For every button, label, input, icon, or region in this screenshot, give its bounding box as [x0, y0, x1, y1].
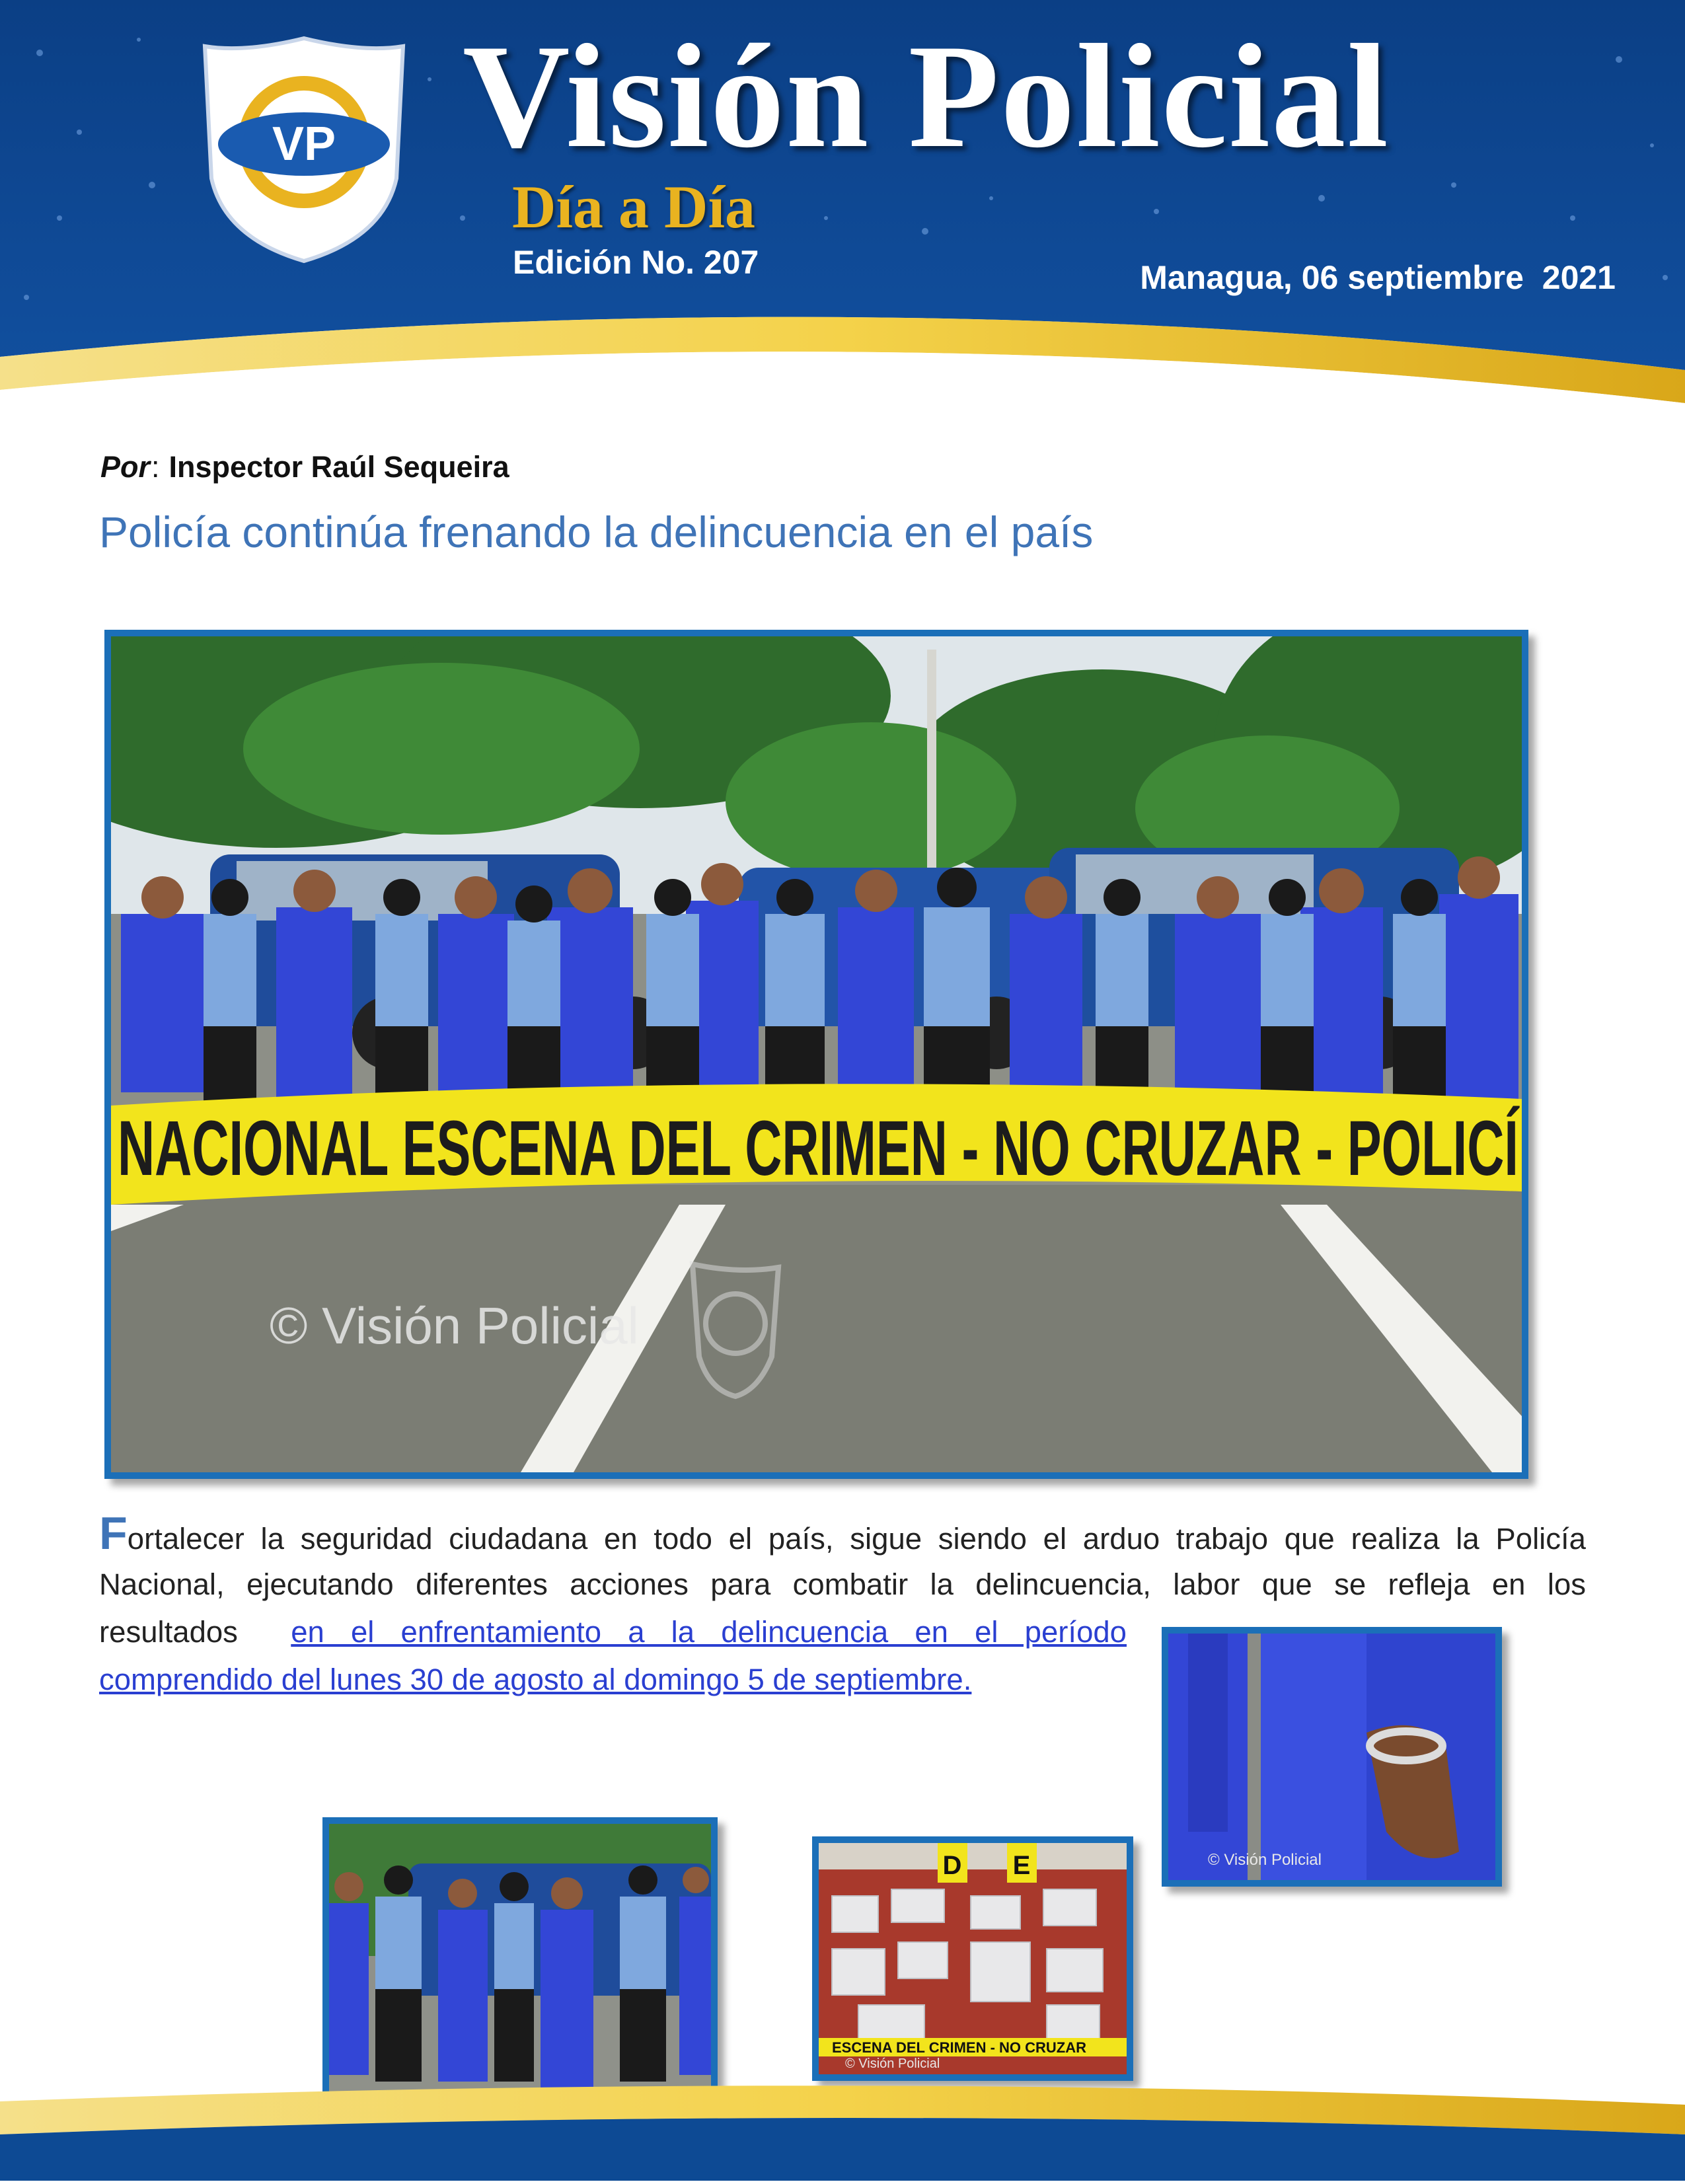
body-line-3: resultados en el enfrentamiento a la delincuencia en el período: [99, 1615, 1127, 1649]
results-link-part-1[interactable]: en el enfrentamiento a la delincuencia en el período: [291, 1615, 1127, 1649]
evidence-tape-text: ESCENA DEL CRIMEN - NO CRUZAR: [832, 2039, 1087, 2056]
dateline: Managua, 06 septiembre 2021: [1140, 259, 1616, 296]
body-line-2: Nacional, ejecutando diferentes acciones para combatir la delincuencia, labor que se refleja en los: [99, 1567, 1586, 1601]
main-photo-image: [111, 636, 1522, 1472]
results-link-part-2[interactable]: comprendido del lunes 30 de agosto al domingo 5 de septiembre.: [99, 1663, 972, 1696]
evidence-marker-e: E: [1012, 1851, 1031, 1880]
detainees-line-photo-image: [329, 1824, 711, 2113]
handcuffs-photo: [1162, 1627, 1502, 1887]
masthead: [0, 0, 1685, 423]
footer-swoosh: [0, 2082, 1685, 2181]
handcuffs-photo-watermark: © Visión Policial: [1208, 1851, 1322, 1869]
body-line-1: Fortalecer la seguridad ciudadana en todo el país, sigue siendo el arduo trabajo que realiza la Policía: [99, 1507, 1586, 1559]
edition-number: Edición No. 207: [513, 244, 759, 281]
svg-text:VP: VP: [272, 118, 336, 170]
dropcap: F: [99, 1507, 128, 1559]
vp-shield-logo-icon: [198, 33, 410, 264]
byline-separator: :: [151, 450, 160, 484]
footer-band: [0, 2082, 1685, 2181]
article-headline: Policía continúa frenando la delincuencia en el país: [99, 508, 1094, 556]
main-photo: [104, 630, 1528, 1479]
masthead-title: Visión Policial: [463, 13, 1390, 178]
evidence-photo-watermark: © Visión Policial: [845, 2056, 940, 2071]
main-photo-watermark: © Visión Policial: [270, 1297, 639, 1355]
handcuffs-photo-image: [1168, 1634, 1495, 1880]
evidence-marker-d: D: [942, 1851, 962, 1880]
author-name: Inspector Raúl Sequeira: [168, 450, 509, 484]
byline: [100, 444, 893, 490]
evidence-photo: [812, 1836, 1133, 2081]
byline-label: Por: [100, 450, 151, 484]
main-photo-tape-text: NACIONAL ESCENA DEL CRIMEN - NO CRUZAR - POLICÍ: [118, 1105, 1520, 1192]
masthead-subtitle: Día a Día: [512, 173, 755, 241]
evidence-photo-image: [819, 1843, 1127, 2074]
detainees-line-photo: [322, 1817, 718, 2119]
